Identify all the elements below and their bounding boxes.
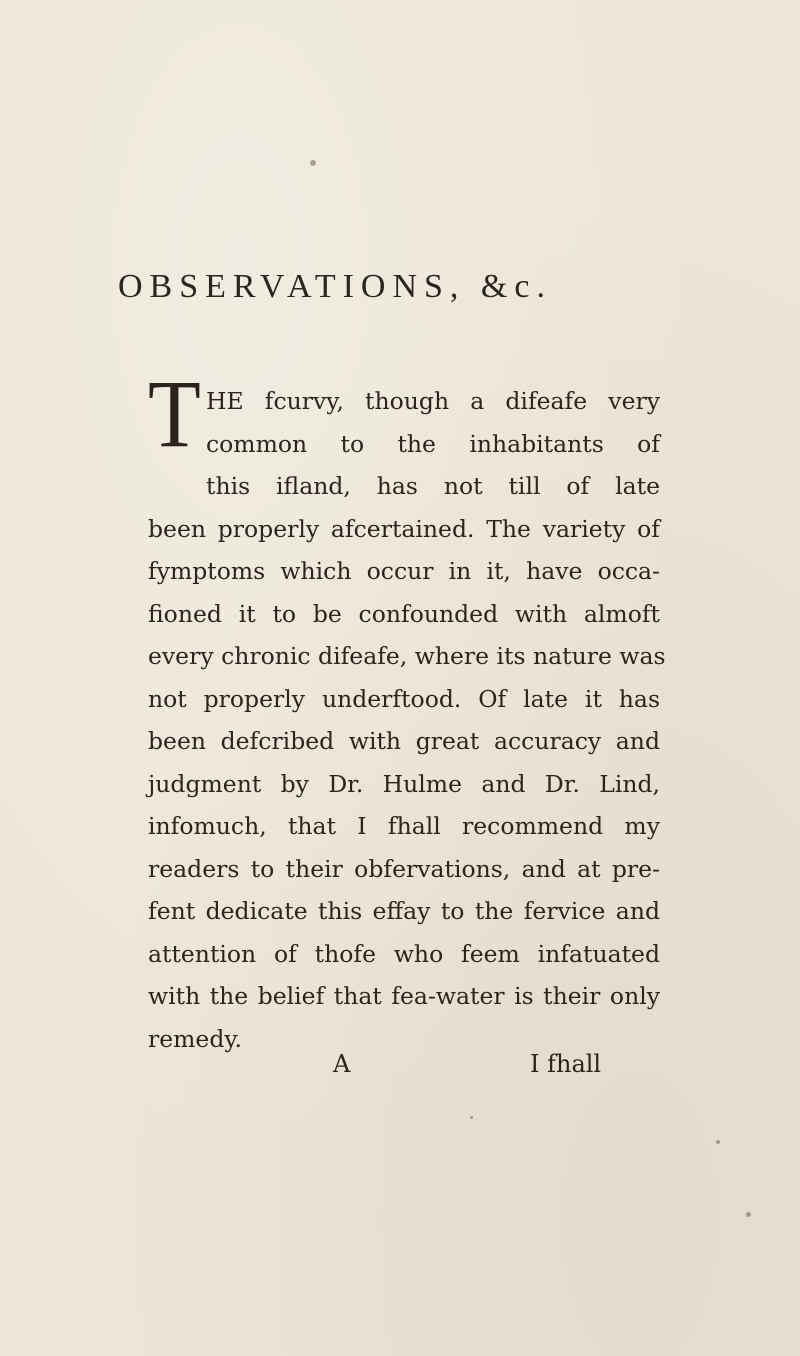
paper-speck bbox=[716, 1140, 720, 1144]
text-line: with the belief that fea-water is their only bbox=[148, 982, 660, 1010]
body-paragraph bbox=[148, 380, 666, 1060]
running-head: OBSERVATIONS, &c. bbox=[118, 268, 552, 305]
text-line: judgment by Dr. Hulme and Dr. Lind, bbox=[148, 769, 660, 798]
paper-speck bbox=[310, 160, 316, 166]
text-line: common to the inhabitants of bbox=[206, 429, 660, 458]
signature-mark: A bbox=[333, 1050, 351, 1078]
text-line: been defcribed with great accuracy and bbox=[148, 727, 660, 755]
catchword: I fhall bbox=[530, 1050, 602, 1078]
text-line: fioned it to be confounded with almoft bbox=[148, 599, 660, 628]
text-line: not properly underftood. Of late it has bbox=[148, 684, 660, 713]
text-line: infomuch, that I fhall recommend my bbox=[148, 812, 660, 840]
page-footer bbox=[0, 1050, 800, 1090]
paper-speck bbox=[746, 1212, 751, 1217]
paper-speck bbox=[470, 1116, 473, 1119]
text-line: every chronic difeafe, where its nature was bbox=[148, 642, 666, 670]
text-line: HE fcurvy, though a difeafe very bbox=[206, 387, 660, 415]
text-line: readers to their obfervations, and at pre- bbox=[148, 854, 660, 883]
text-line: fymptoms which occur in it, have occa- bbox=[148, 557, 660, 585]
drop-cap-letter: T bbox=[148, 360, 201, 467]
text-line: attention of thofe who feem infatuated bbox=[148, 939, 660, 968]
text-line: remedy. bbox=[148, 1024, 242, 1053]
text-line: this ifland, has not till of late bbox=[206, 472, 660, 500]
text-line: fent dedicate this effay to the fervice and bbox=[148, 897, 660, 925]
text-line: been properly afcertained. The variety of bbox=[148, 514, 660, 543]
